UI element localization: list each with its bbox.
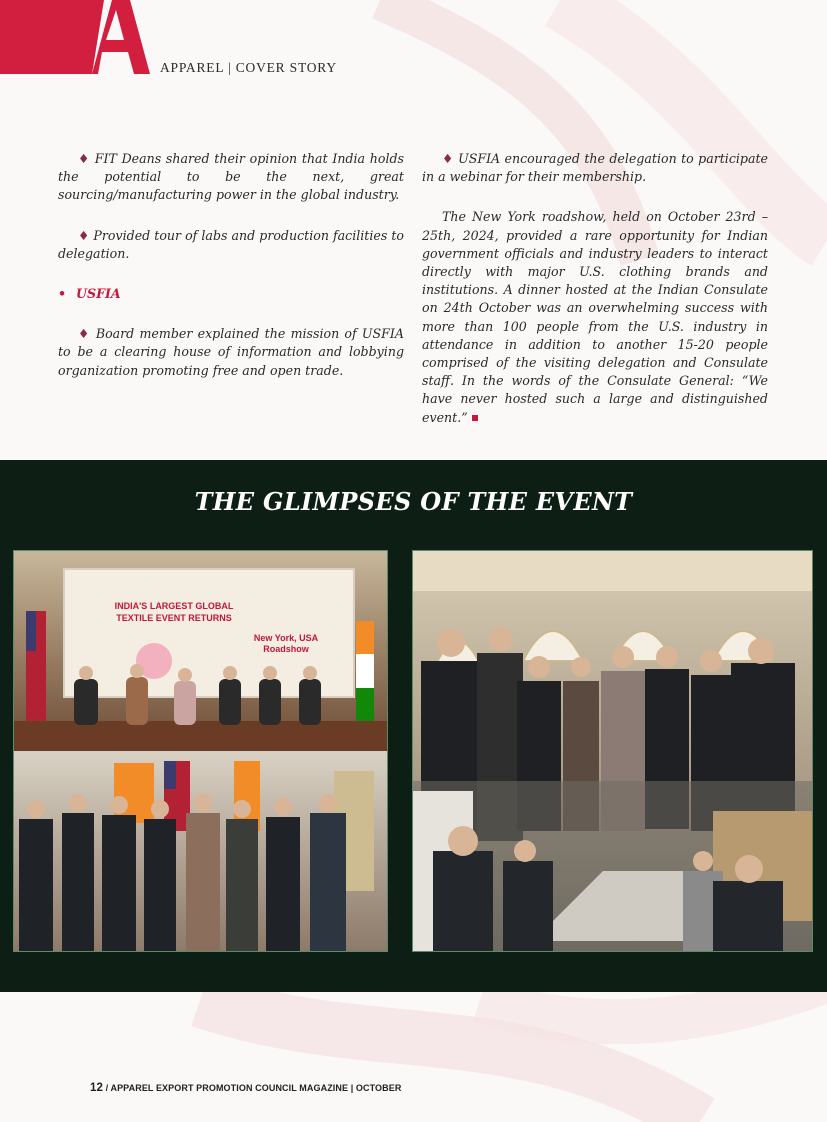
paragraph-text: Provided tour of labs and production facilities to delegation. [58, 227, 404, 261]
banner-line2: TEXTILE EVENT RETURNS [116, 613, 232, 623]
paragraph-text: FIT Deans shared their opinion that India holds the potential to be the next, great sourcing/manufacturing power in the global industry. [58, 151, 404, 203]
diamond-bullet-icon: ♦ [78, 227, 90, 243]
banner-line1: INDIA'S LARGEST GLOBAL [114, 601, 234, 611]
page-footer [90, 1082, 401, 1094]
section-label: APPAREL | COVER STORY [160, 60, 337, 75]
event-photo-left [13, 550, 388, 952]
page-number: 12 [90, 1082, 103, 1094]
end-mark-icon [472, 415, 478, 421]
subheading [58, 285, 404, 303]
gallery-section [0, 460, 827, 992]
event-photo-right [412, 550, 813, 952]
bullet-icon: • [58, 286, 67, 302]
paragraph-text: The New York roadshow, held on October 23rd – 25th, 2024, provided a rare opportunity for Indian government officials and industry leaders to interact directly with major U.S. clothing brands and institutions. A dinner hosted at the Indian Consulate on 24th October was an overwhelming success with more than 100 people from the U.S. industry in attendance in addition to another 15-20 people comprised of the visiting delegation and Consulate staff. In the words of the Consulate General: “We have never hosted such a large and distinguished event.” [422, 209, 768, 425]
brand-logo [0, 0, 150, 76]
gallery-title: THE GLIMPSES OF THE EVENT [194, 487, 633, 516]
photo-collage [14, 551, 387, 951]
paragraph-text: USFIA encouraged the delegation to participate in a webinar for their membership. [422, 151, 768, 185]
paragraph [422, 208, 768, 426]
paragraph [58, 325, 404, 380]
left-column [58, 150, 404, 402]
diamond-bullet-icon: ♦ [442, 151, 454, 166]
banner-city2: Roadshow [263, 644, 309, 654]
subheading-text: USFIA [76, 286, 121, 302]
paragraph [58, 150, 404, 205]
photo-dinner [413, 551, 812, 951]
banner-city1: New York, USA [253, 633, 319, 643]
diamond-bullet-icon: ♦ [78, 151, 91, 166]
right-column [422, 150, 768, 449]
paragraph-text: Board member explained the mission of USFIA to be a clearing house of information and lobbying organization promoting free and open trade. [58, 326, 404, 378]
paragraph [422, 150, 768, 186]
diamond-bullet-icon: ♦ [78, 326, 91, 342]
footer-magazine-title: / APPAREL EXPORT PROMOTION COUNCIL MAGAZINE | OCTOBER [105, 1083, 402, 1093]
paragraph [58, 227, 404, 263]
